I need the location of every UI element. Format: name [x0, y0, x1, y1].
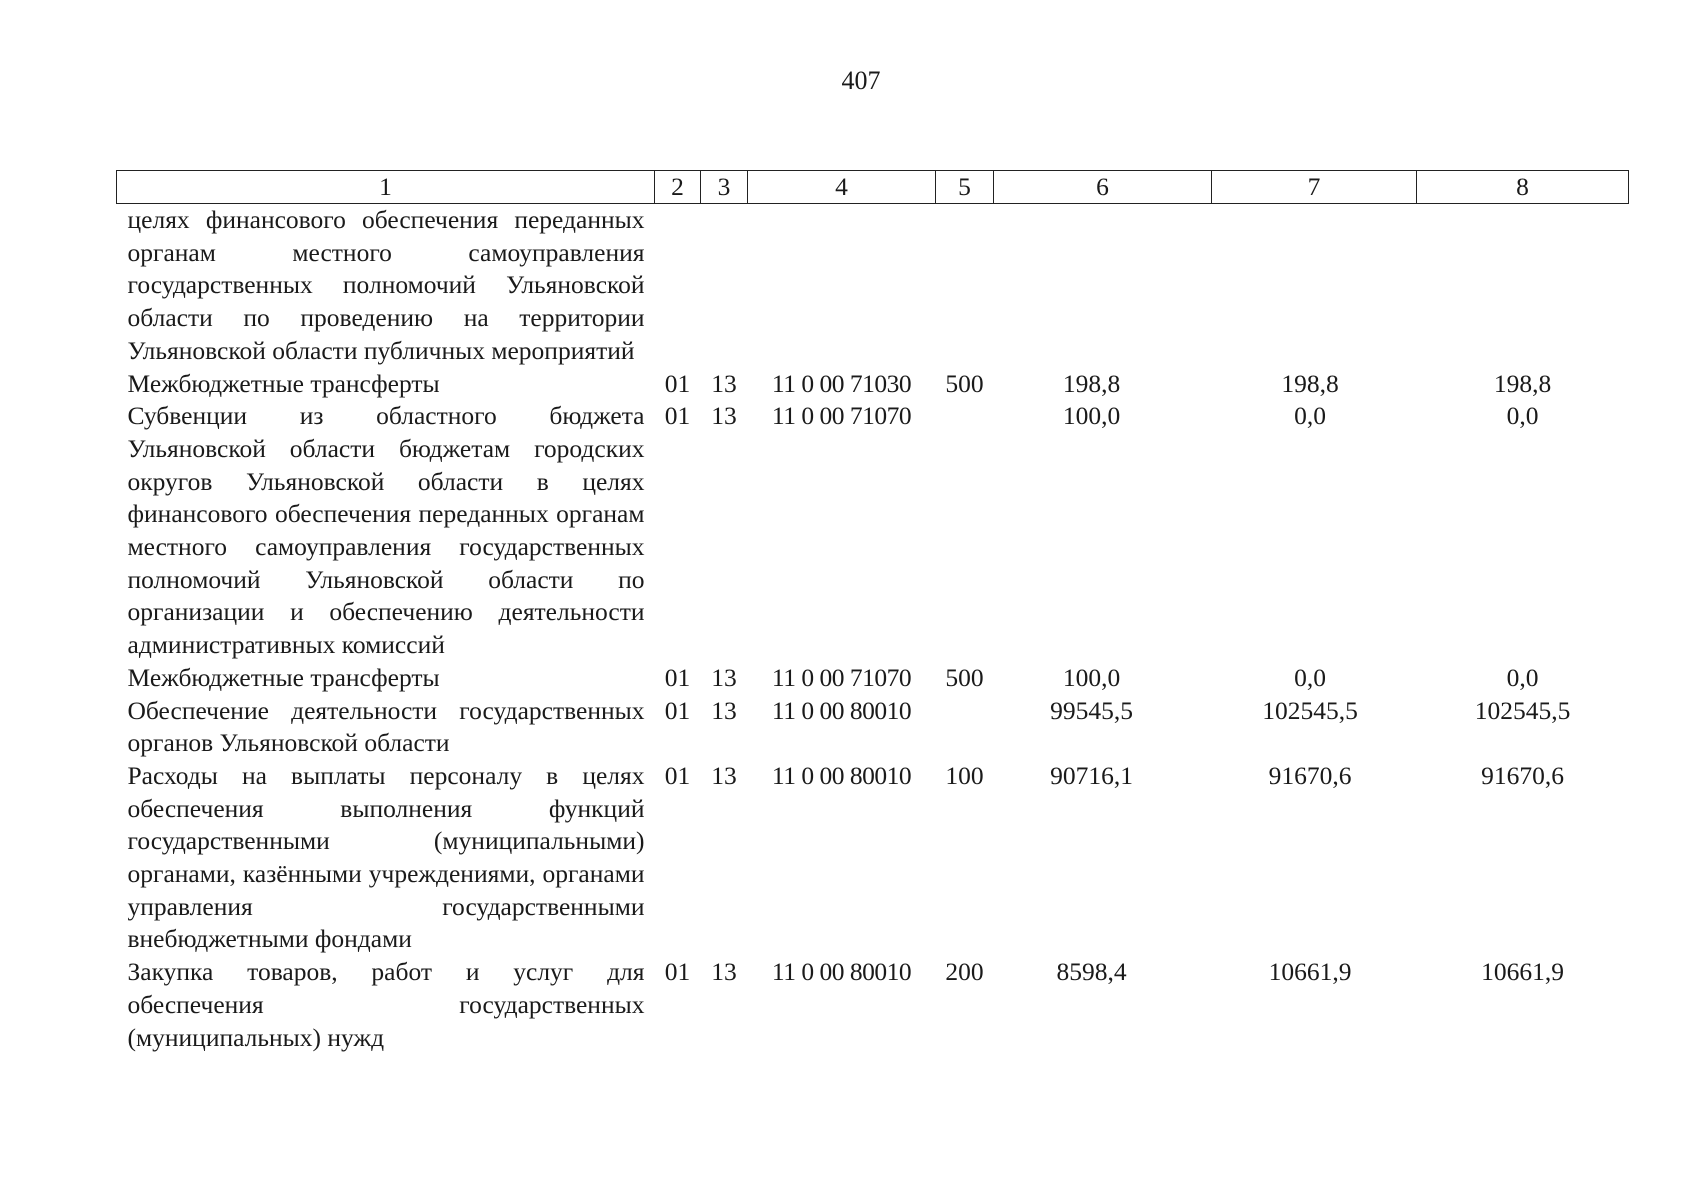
row-target-article-code: 11 0 00 80010 — [771, 957, 912, 987]
column-header-6: 6 — [994, 171, 1212, 204]
row-section-code: 01 — [664, 401, 691, 431]
column-header-3: 3 — [701, 171, 748, 204]
row-amount-year-3: 0,0 — [1506, 401, 1539, 431]
row-amount-year-1 — [994, 204, 1212, 368]
row-target-article-code: 11 0 00 80010 — [771, 760, 912, 790]
table-row — [117, 956, 1629, 1054]
table-row — [117, 760, 1629, 956]
row-description: целях финансового обеспечения переданных органам местного самоуправления государственных полномочий Ульяновской области по проведению на территории Ульяновской области публичных мероприятий — [127, 205, 645, 365]
row-subsection-code — [701, 204, 748, 368]
row-section-code: 01 — [664, 662, 691, 692]
row-amount-year-2: 10661,9 — [1268, 957, 1352, 987]
row-expense-type-code: 500 — [945, 662, 984, 692]
row-section-code — [655, 204, 701, 368]
table-row — [117, 662, 1629, 695]
budget-table — [116, 170, 1629, 1054]
row-amount-year-2: 0,0 — [1294, 401, 1326, 431]
page-number: 407 — [841, 66, 881, 95]
table-row — [117, 695, 1629, 760]
table-row — [117, 204, 1629, 368]
row-subsection-code: 13 — [711, 957, 737, 987]
row-expense-type-code: 500 — [945, 368, 984, 398]
column-header-2: 2 — [655, 171, 701, 204]
table-row — [117, 400, 1629, 662]
row-amount-year-1: 90716,1 — [1050, 760, 1133, 790]
row-amount-year-2: 0,0 — [1294, 662, 1326, 692]
row-amount-year-3: 91670,6 — [1481, 760, 1564, 790]
row-expense-type-code — [936, 400, 994, 662]
column-header-4: 4 — [748, 171, 936, 204]
column-header-7: 7 — [1212, 171, 1417, 204]
row-expense-type-code: 100 — [945, 760, 984, 790]
row-subsection-code: 13 — [711, 662, 737, 692]
row-section-code: 01 — [664, 760, 691, 790]
table-body — [117, 204, 1629, 1055]
row-section-code: 01 — [664, 368, 691, 398]
row-description: Закупка товаров, работ и услуг для обеспечения государственных (муниципальных) нужд — [127, 957, 645, 1052]
row-amount-year-3: 102545,5 — [1474, 695, 1571, 725]
row-target-article-code: 11 0 00 71070 — [771, 401, 912, 431]
table-row — [117, 368, 1629, 401]
row-target-article-code: 11 0 00 71030 — [771, 368, 912, 398]
row-subsection-code: 13 — [711, 760, 737, 790]
column-header-8: 8 — [1417, 171, 1629, 204]
row-section-code: 01 — [664, 957, 691, 987]
column-header-1: 1 — [117, 171, 655, 204]
row-amount-year-3: 10661,9 — [1481, 957, 1564, 987]
row-target-article-code — [748, 204, 936, 368]
row-description: Обеспечение деятельности государственных органов Ульяновской области — [127, 695, 645, 758]
row-target-article-code: 11 0 00 80010 — [771, 695, 912, 725]
header-row — [117, 171, 1629, 204]
row-description: Межбюджетные трансферты — [127, 662, 440, 692]
column-header-5: 5 — [936, 171, 994, 204]
row-amount-year-1: 100,0 — [1062, 401, 1121, 431]
row-description: Субвенции из областного бюджета Ульяновской области бюджетам городских округов Ульяновской области в целях финансового обеспечения переданных органам местного самоуправления государственных полномочий Ульяновской области по организации и обеспечению деятельности административных комиссий — [127, 401, 645, 660]
row-subsection-code: 13 — [711, 695, 737, 725]
row-expense-type-code — [936, 695, 994, 760]
table-header — [117, 171, 1629, 204]
row-expense-type-code — [936, 204, 994, 368]
row-amount-year-3 — [1417, 204, 1629, 368]
row-target-article-code: 11 0 00 71070 — [771, 662, 912, 692]
row-subsection-code: 13 — [711, 368, 737, 398]
row-amount-year-2 — [1212, 204, 1417, 368]
row-expense-type-code: 200 — [945, 957, 984, 987]
row-amount-year-3: 0,0 — [1506, 662, 1539, 692]
row-description: Межбюджетные трансферты — [127, 368, 440, 398]
row-subsection-code: 13 — [711, 401, 737, 431]
row-amount-year-1: 100,0 — [1062, 662, 1121, 692]
row-amount-year-2: 102545,5 — [1262, 695, 1358, 725]
row-description: Расходы на выплаты персоналу в целях обеспечения выполнения функций государственными (муниципальными) органами, казёнными учреждениями, органами управления государственными внебюджетными фондами — [127, 760, 645, 954]
row-section-code: 01 — [664, 695, 691, 725]
row-amount-year-3: 198,8 — [1493, 368, 1552, 398]
row-amount-year-1: 198,8 — [1062, 368, 1121, 398]
row-amount-year-2: 198,8 — [1281, 368, 1339, 398]
row-amount-year-1: 8598,4 — [1056, 957, 1127, 987]
row-amount-year-2: 91670,6 — [1268, 760, 1352, 790]
row-amount-year-1: 99545,5 — [1050, 695, 1133, 725]
